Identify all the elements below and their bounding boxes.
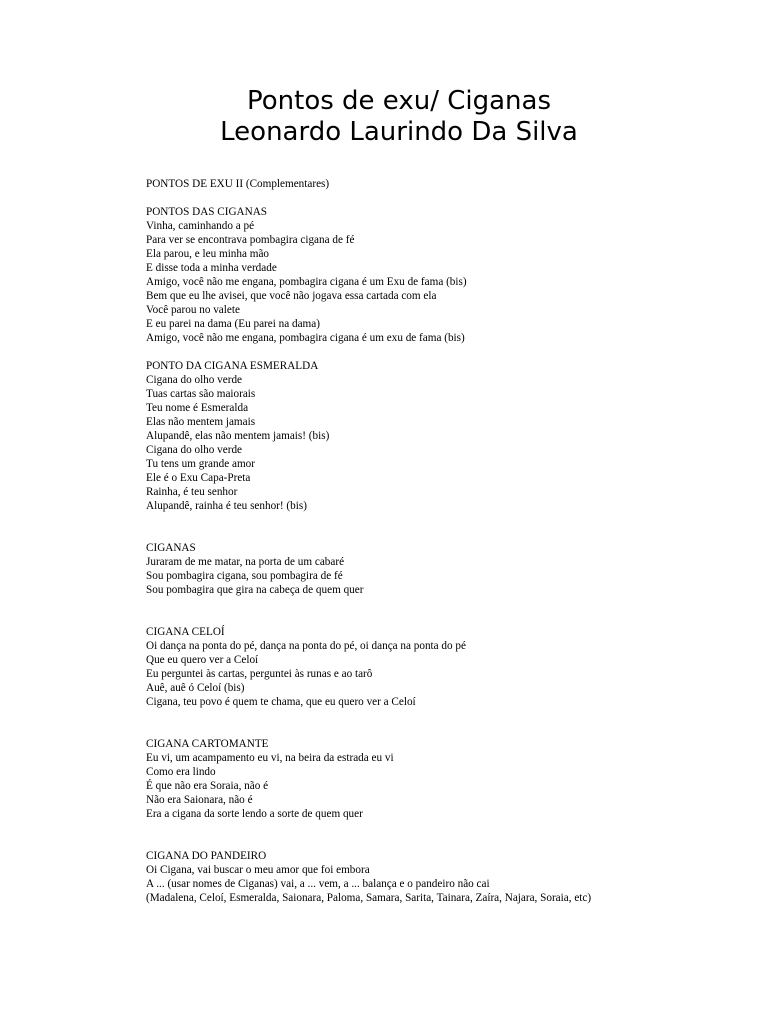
verse-line: Era a cigana da sorte lendo a sorte de quem quer	[146, 808, 363, 820]
title-line-1: Pontos de exu/ Ciganas	[246, 86, 551, 116]
verse-line: Eu vi, um acampamento eu vi, na beira da estrada eu vi	[146, 752, 394, 764]
section-heading: CIGANA DO PANDEIRO	[146, 850, 267, 862]
spacer	[146, 513, 646, 541]
verse-line: Elas não mentem jamais	[146, 416, 256, 428]
verse-line: Teu nome é Esmeralda	[146, 402, 249, 414]
verse-line: Você parou no valete	[146, 304, 240, 316]
verse-line: Alupandê, rainha é teu senhor! (bis)	[146, 500, 307, 512]
section-pontos-das-ciganas	[146, 205, 646, 345]
verse-line: Vinha, caminhando a pé	[146, 220, 255, 232]
verse-line: É que não era Soraia, não é	[146, 780, 269, 792]
spacer	[146, 597, 646, 625]
verse-line: Sou pombagira que gira na cabeça de quem quer	[146, 584, 364, 596]
title-line-2: Leonardo Laurindo Da Silva	[220, 117, 578, 147]
document-title	[0, 86, 768, 148]
verse-line: Como era lindo	[146, 766, 216, 778]
verse-line: Tu tens um grande amor	[146, 458, 255, 470]
verse-line: Cigana do olho verde	[146, 444, 243, 456]
section-heading: CIGANAS	[146, 542, 196, 554]
verse-line: Bem que eu lhe avisei, que você não jogava essa cartada com ela	[146, 290, 437, 302]
section-heading: CIGANA CARTOMANTE	[146, 738, 269, 750]
verse-line: Sou pombagira cigana, sou pombagira de fé	[146, 570, 343, 582]
document-body	[146, 177, 646, 905]
verse-line: Oi dança na ponta do pé, dança na ponta do pé, oi dança na ponta do pé	[146, 640, 466, 652]
section-cigana-esmeralda	[146, 359, 646, 513]
verse-line: A ... (usar nomes de Ciganas) vai, a ... vem, a ... balança e o pandeiro não cai	[146, 878, 490, 890]
verse-line: Ela parou, e leu minha mão	[146, 248, 270, 260]
spacer	[146, 821, 646, 849]
verse-line: Amigo, você não me engana, pombagira cigana é um exu de fama (bis)	[146, 332, 465, 344]
section-cigana-cartomante	[146, 737, 646, 821]
verse-line: Oi Cigana, vai buscar o meu amor que foi embora	[146, 864, 370, 876]
section-cigana-celoi	[146, 625, 646, 709]
intro-text: PONTOS DE EXU II (Complementares)	[146, 178, 330, 190]
spacer	[146, 709, 646, 737]
verse-line: Para ver se encontrava pombagira cigana de fé	[146, 234, 355, 246]
verse-line: Ele é o Exu Capa-Preta	[146, 472, 251, 484]
verse-line: Amigo, você não me engana, pombagira cigana é um Exu de fama (bis)	[146, 276, 467, 288]
verse-line: Auê, auê ó Celoí (bis)	[146, 682, 245, 694]
verse-line: (Madalena, Celoí, Esmeralda, Saionara, Paloma, Samara, Sarita, Tainara, Zaíra, Najara, Soraia, etc)	[146, 892, 592, 904]
verse-line: E eu parei na dama (Eu parei na dama)	[146, 318, 320, 330]
verse-line: Tuas cartas são maiorais	[146, 388, 256, 400]
verse-line: Cigana, teu povo é quem te chama, que eu quero ver a Celoí	[146, 696, 416, 708]
spacer	[146, 345, 646, 359]
verse-line: Cigana do olho verde	[146, 374, 243, 386]
verse-line: Alupandê, elas não mentem jamais! (bis)	[146, 430, 330, 442]
section-cigana-do-pandeiro	[146, 849, 646, 905]
verse-line: Não era Saionara, não é	[146, 794, 253, 806]
verse-line: Que eu quero ver a Celoí	[146, 654, 259, 666]
section-heading: PONTOS DAS CIGANAS	[146, 206, 268, 218]
verse-line: Eu perguntei às cartas, perguntei às runas e ao tarô	[146, 668, 373, 680]
section-ciganas	[146, 541, 646, 597]
verse-line: Juraram de me matar, na porta de um cabaré	[146, 556, 345, 568]
section-heading: PONTO DA CIGANA ESMERALDA	[146, 360, 319, 372]
verse-line: Rainha, é teu senhor	[146, 486, 238, 498]
spacer	[146, 191, 646, 205]
section-heading: CIGANA CELOÍ	[146, 626, 225, 638]
verse-line: E disse toda a minha verdade	[146, 262, 277, 274]
